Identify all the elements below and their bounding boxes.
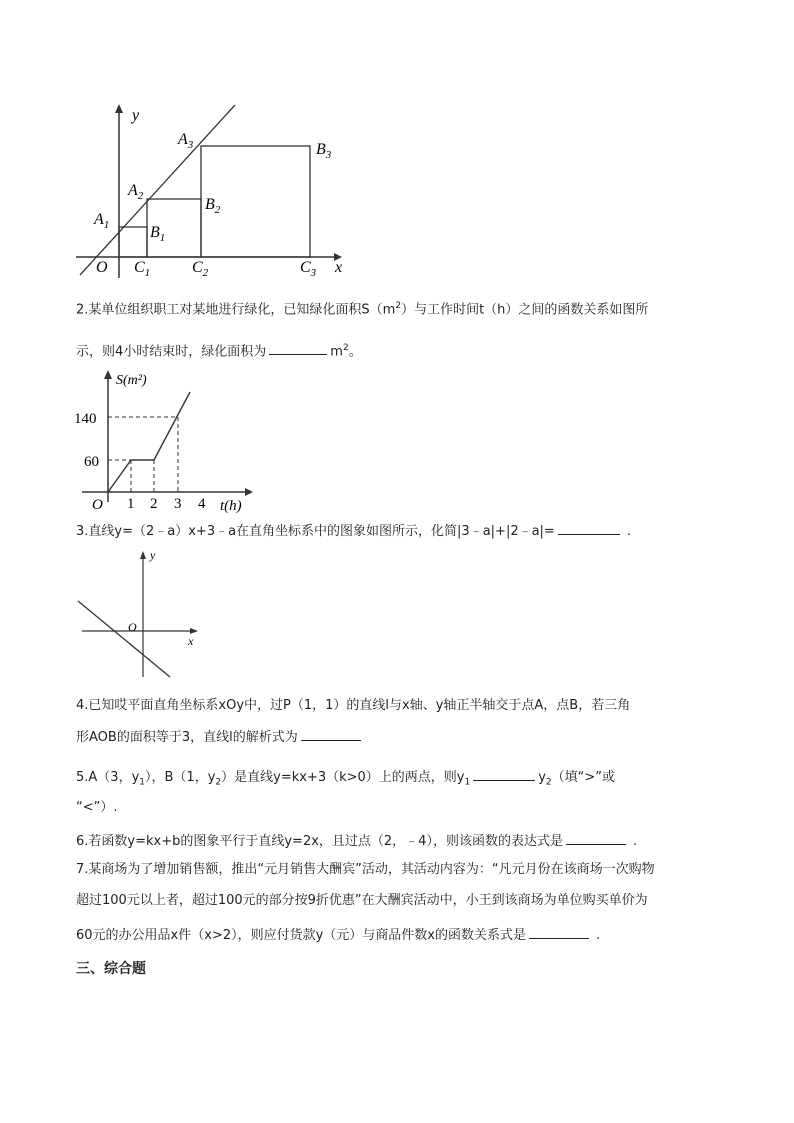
label-C1: $C_1$ [134,259,151,279]
label-A2: $A_2$ [128,182,144,202]
question-3 [76,522,726,540]
q2-sup-a: 2 [395,301,402,311]
q5-sub-b: 2 [215,777,222,788]
q3-end: . [626,524,631,539]
section-heading: 三、综合题 [76,961,146,977]
question-4-line-2 [76,728,726,746]
q5-text-b: ），B（1，y [145,770,216,785]
label-A1: $A_1$ [94,211,110,231]
figure-line-graph [70,545,210,685]
origin-label: O [92,497,103,513]
q4-answer-blank[interactable] [301,728,361,741]
q2-sup-b: 2 [342,343,349,353]
label-C2: $C_2$ [192,259,209,279]
q3-text: 3.直线y=（2﹣a）x+3﹣a在直角坐标系中的图象如图所示，化简|3﹣a|+|2﹣a|= [76,524,555,539]
q7-text-b: 超过100元以上者，超过100元的部分按9折优惠”在大酬宾活动中，小王到该商场为单位购买单价为 [76,893,648,908]
y-tick-140: 140 [74,411,97,427]
q2-text-b: ）与工作时间t（h）之间的函数关系如图所 [401,302,649,318]
x-tick-1: 1 [127,496,135,512]
q5-sub-a: 1 [139,777,145,788]
question-7-line-1 [76,862,726,878]
q5-text-f: “<”）. [76,800,118,815]
q2-text-c: 示，则4小时结束时，绿化面积为 [76,344,267,360]
question-2-line-2 [76,340,726,360]
q7-text-a: 7.某商场为了增加销售额，推出“元月销售大酬宾”活动，其活动内容为：“凡元月份在该商场一次购物 [76,862,655,877]
label-B3: $B_3$ [316,141,332,161]
figure-area-time-graph [70,362,270,514]
label-B2: $B_2$ [205,196,221,216]
q5-sub-c: 1 [464,777,471,788]
q2-unit: m [330,344,343,360]
q4-text-a: 4.已知哎平面直角坐标系xOy中，过P（1，1）的直线l与x轴、y轴正半轴交于点A，点B，若三角 [76,698,631,713]
origin-label: O [96,259,108,276]
question-7-line-2 [76,893,726,909]
question-2-line-1 [76,298,726,318]
q7-answer-blank[interactable] [529,926,589,939]
question-7-line-3 [76,926,726,944]
q5-answer-blank[interactable] [473,768,535,781]
x-axis-label: t(h) [220,498,242,514]
q5-text-a: 5.A（3，y [76,770,140,785]
x-tick-3: 3 [174,496,182,512]
q5-text-d: y [538,770,546,785]
label-B1: $B_1$ [150,224,166,244]
q5-sub-d: 2 [545,777,552,788]
q6-end: . [632,834,638,849]
origin-label: O [128,620,137,634]
y-axis-label: y [150,548,156,562]
q5-text-e: （填“>”或 [551,770,616,785]
question-5-line-2 [76,800,726,816]
q2-answer-blank[interactable] [269,342,327,355]
q5-text-c: ）是直线y=kx+3（k>0）上的两点，则y [221,770,465,785]
q6-answer-blank[interactable] [566,832,626,845]
question-6 [76,832,726,850]
q2-text-d: 。 [348,344,362,360]
label-A3: $A_3$ [178,131,194,151]
y-axis-label: y [132,107,140,124]
q2-text-a: 2.某单位组织职工对某地进行绿化，已知绿化面积S（m [76,302,396,318]
figure-squares-on-line [70,100,360,280]
q7-text-c: 60元的办公用品x件（x>2），则应付货款y（元）与商品件数x的函数关系式是 [76,928,526,943]
question-5-line-1 [76,768,726,791]
y-axis-label: S(m²) [116,373,147,388]
x-tick-4: 4 [198,496,206,512]
question-4-line-1 [76,698,726,714]
q6-text: 6.若函数y=kx+b的图象平行于直线y=2x，且过点（2，﹣4），则该函数的表达式是 [76,834,563,849]
q3-answer-blank[interactable] [558,522,620,535]
label-C3: $C_3$ [300,259,317,279]
q7-end: . [595,928,601,943]
x-axis-label: x [335,259,343,276]
x-axis-label: x [188,634,194,648]
q4-text-b: 形AOB的面积等于3，直线l的解析式为 [76,730,298,745]
x-tick-2: 2 [150,496,158,512]
y-tick-60: 60 [84,454,99,470]
